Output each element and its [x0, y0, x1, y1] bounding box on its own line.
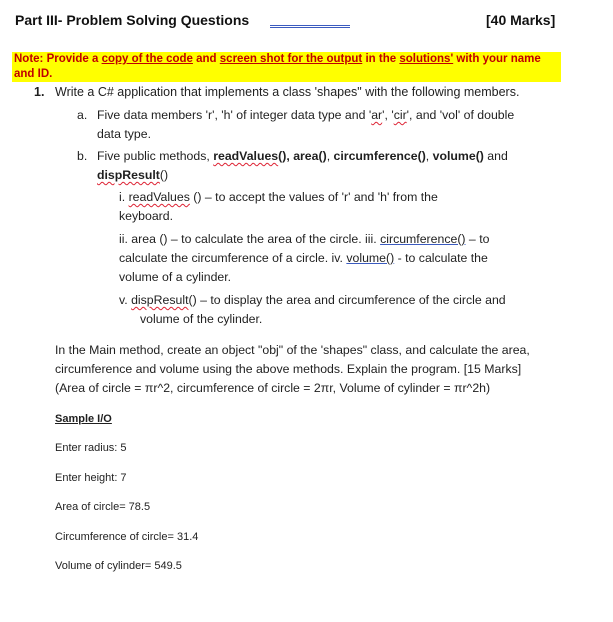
item-ii-line3: volume of a cylinder.	[119, 270, 232, 284]
method-circumference: circumference()	[333, 149, 426, 163]
sample-line: Enter radius: 5	[55, 442, 127, 454]
text: ii. area () – to calculate the area of the circle. iii.	[119, 232, 381, 246]
text: v.	[119, 293, 132, 307]
item-i-line1	[119, 188, 438, 207]
sample-io-heading: Sample I/O	[55, 413, 112, 425]
method-dispresult: dispResult	[97, 168, 160, 182]
text: () – to display the area and circumference of the circle and	[188, 293, 506, 307]
text: ', and 'vol' of double	[406, 108, 515, 122]
note-text: and	[192, 53, 220, 65]
text: Five data members 'r', 'h' of integer data type and '	[97, 108, 372, 122]
main-para-line2: circumference and volume using the above methods. Explain the program. [15 Marks]	[55, 362, 522, 376]
note-banner	[12, 52, 561, 82]
text: - to calculate the	[394, 251, 488, 265]
sample-line: Enter height: 7	[55, 472, 127, 484]
text: ,	[326, 149, 334, 163]
question-number: 1.	[34, 85, 45, 99]
text: calculate the circumference of a circle. iv.	[119, 251, 347, 265]
blank-line	[270, 22, 350, 26]
method-readvalues: readValues	[213, 149, 279, 163]
item-a-line1	[97, 106, 514, 125]
sample-line: Area of circle= 78.5	[55, 501, 151, 513]
note-text: Note: Provide a	[14, 53, 102, 65]
text: ,	[425, 149, 433, 163]
item-v-line1	[119, 291, 506, 310]
page-title: Part III- Problem Solving Questions	[15, 12, 250, 28]
var-ar: ar	[371, 108, 383, 122]
method-area: area()	[293, 149, 327, 163]
item-ii-line1	[119, 230, 489, 249]
text: Five public methods,	[97, 149, 214, 163]
text: and	[483, 149, 508, 163]
text: () – to accept the values of 'r' and 'h' from the	[189, 190, 438, 204]
main-para-line3: (Area of circle = πr^2, circumference of circle = 2πr, Volume of cylinder = πr^2h)	[55, 381, 491, 395]
note-text: in the	[362, 53, 400, 65]
text: ()	[159, 168, 169, 182]
note-link-code: copy of the code	[101, 53, 193, 65]
item-b-line1	[97, 147, 508, 166]
text: – to	[465, 232, 490, 246]
item-a-label: a.	[77, 108, 88, 122]
note-link-solutions: solutions'	[399, 53, 454, 65]
item-ii-line2	[119, 249, 488, 268]
sample-line: Circumference of circle= 31.4	[55, 531, 199, 543]
sample-line: Volume of cylinder= 549.5	[55, 560, 182, 572]
note-text: with your name and ID.	[14, 53, 541, 80]
item-i-line2: keyboard.	[119, 209, 174, 223]
item-b-line2	[97, 166, 168, 185]
text: i.	[119, 190, 129, 204]
total-marks: [40 Marks]	[486, 12, 556, 28]
item-a-line2: data type.	[97, 127, 152, 141]
method-volume: volume()	[346, 251, 395, 265]
text: (),	[278, 149, 294, 163]
var-cir: cir	[393, 108, 407, 122]
method-volume: volume()	[432, 149, 484, 163]
question-intro: Write a C# application that implements a class 'shapes" with the following members.	[55, 85, 520, 99]
main-para-line1: In the Main method, create an object "obj" of the 'shapes" class, and calculate the area,	[55, 343, 530, 357]
method-dispresult: dispResult	[131, 293, 189, 307]
method-circumference: circumference()	[380, 232, 466, 246]
method-readvalues: readValues	[128, 190, 190, 204]
item-b-label: b.	[77, 149, 88, 163]
note-link-screenshot: screen shot for the output	[219, 53, 363, 65]
text: ', '	[382, 108, 394, 122]
blank-line-underline	[270, 27, 350, 28]
item-v-line2: volume of the cylinder.	[140, 312, 263, 326]
